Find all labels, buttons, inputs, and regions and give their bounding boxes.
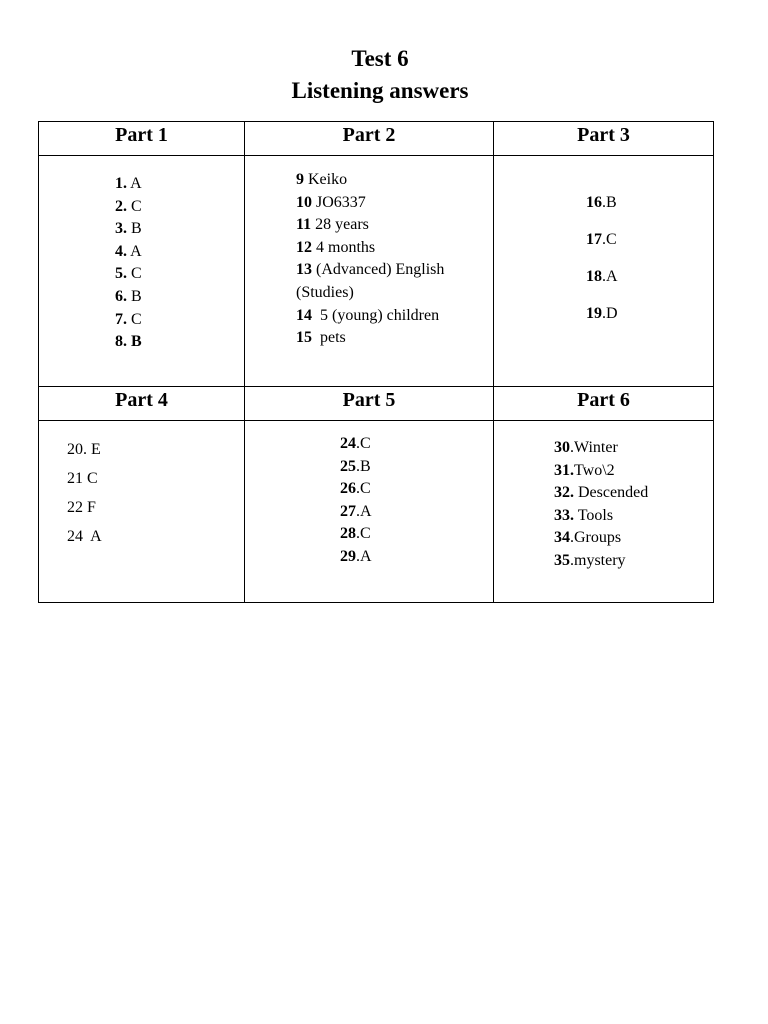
answer-text: 5 (young) children [312, 306, 440, 324]
answer-number: 35 [554, 551, 570, 569]
answer-item [67, 497, 102, 526]
answer-item [296, 259, 486, 304]
answer-number: 1. [115, 175, 127, 192]
answer-item [586, 192, 618, 229]
answer-number: 14 [296, 306, 312, 324]
answer-item [554, 460, 648, 483]
answer-text: B [127, 220, 142, 238]
answer-item [296, 327, 486, 350]
part-4-answers [67, 439, 102, 555]
answer-number: 31. [554, 461, 574, 479]
answer-text: 22 F [67, 499, 96, 516]
answer-item [115, 331, 142, 354]
answer-text: Keiko [304, 171, 348, 188]
part-3-cell [494, 156, 714, 387]
answers-table [38, 121, 714, 603]
answer-item [296, 214, 486, 237]
part-3-answers [586, 192, 618, 340]
part-1-cell [39, 156, 245, 387]
part-2-answers [296, 169, 486, 350]
answer-text: .Groups [570, 529, 622, 547]
answer-text: .B [602, 194, 617, 211]
answer-item [296, 169, 486, 192]
answer-number: 5. [115, 265, 127, 283]
part-5-cell [245, 421, 494, 603]
answer-text: 28 years [311, 216, 369, 234]
answer-item [296, 237, 486, 260]
answer-text: .C [356, 435, 371, 452]
answer-text: Descended [574, 484, 649, 502]
answer-number: 32. [554, 484, 574, 502]
answer-number: 3. [115, 220, 127, 238]
answer-item [115, 218, 142, 241]
answer-text: .A [602, 268, 618, 285]
answer-text: Two\2 [574, 461, 615, 479]
answer-text: pets [312, 329, 346, 347]
part-3-heading: Part 3 [494, 122, 714, 156]
answer-number: 2. [115, 197, 127, 215]
answer-item [554, 550, 648, 573]
answer-text: Tools [574, 506, 614, 524]
answer-number: 15 [296, 329, 312, 347]
answer-text: .Winter [570, 439, 618, 456]
answer-number: 9 [296, 171, 304, 188]
answer-item [296, 305, 486, 328]
answer-number: 11 [296, 216, 312, 234]
answer-item [340, 501, 372, 524]
answer-text: JO6337 [312, 193, 366, 211]
answer-item [586, 266, 618, 303]
answer-item [340, 478, 372, 501]
part-1-answers [115, 173, 142, 354]
answer-text: B [127, 287, 142, 305]
answer-item [586, 303, 618, 340]
header-row-2 [39, 387, 714, 421]
answer-number: 25 [340, 457, 356, 475]
answer-item [296, 192, 486, 215]
answer-number: 29 [340, 547, 356, 565]
part-6-heading: Part 6 [494, 387, 714, 421]
page-title: Test 6 [351, 46, 409, 71]
answer-item [115, 173, 142, 196]
part-4-heading: Part 4 [39, 387, 245, 421]
answer-item [554, 527, 648, 550]
answer-text: .A [356, 547, 372, 565]
answer-item [67, 468, 102, 497]
part-4-cell [39, 421, 245, 603]
part-6-cell [494, 421, 714, 603]
answer-number: 4. [115, 242, 127, 260]
answer-text: .mystery [570, 551, 626, 569]
answer-item [554, 437, 648, 460]
answer-number: 6. [115, 287, 127, 305]
answer-text: 24 A [67, 528, 102, 545]
answer-text: 21 C [67, 470, 98, 487]
answer-item [340, 433, 372, 456]
page-subtitle: Listening answers [291, 78, 469, 103]
answer-number: 17 [586, 231, 602, 248]
answer-text: C [127, 197, 142, 215]
answers-row-2 [39, 421, 714, 603]
answer-item [115, 241, 142, 264]
answer-item [67, 439, 102, 468]
answer-number: 27 [340, 502, 356, 520]
answer-text: C [127, 310, 142, 328]
answer-text: 4 months [312, 238, 376, 256]
answer-item [586, 229, 618, 266]
answer-number: 10 [296, 193, 312, 211]
answer-item [115, 263, 142, 286]
answer-number: 8. B [115, 333, 142, 351]
header-row-1 [39, 122, 714, 156]
part-2-cell [245, 156, 494, 387]
answer-item [67, 526, 102, 555]
part-6-answers [554, 437, 648, 573]
answer-number: 18 [586, 268, 602, 285]
answer-number: 30 [554, 439, 570, 456]
answer-number: 28 [340, 525, 356, 543]
answer-text: .B [356, 457, 371, 475]
answer-item [340, 523, 372, 546]
answer-text: .A [356, 502, 372, 520]
answer-text: .D [602, 305, 618, 322]
answer-text: .C [602, 231, 617, 248]
answer-item [340, 546, 372, 569]
answer-item [340, 456, 372, 479]
answer-number: 7. [115, 310, 127, 328]
answers-row-1 [39, 156, 714, 387]
answer-number: 13 [296, 261, 312, 279]
answer-item [554, 482, 648, 505]
answer-text: .C [356, 525, 371, 543]
answer-number: 19 [586, 305, 602, 322]
answer-item [115, 286, 142, 309]
answer-item [115, 309, 142, 332]
answer-text: A [127, 175, 142, 192]
answer-number: 24 [340, 435, 356, 452]
answer-text: A [127, 242, 142, 260]
answer-text: (Advanced) English (Studies) [296, 261, 449, 301]
answer-text: .C [356, 480, 371, 498]
part-5-answers [340, 433, 372, 569]
answer-number: 12 [296, 238, 312, 256]
answer-item [554, 505, 648, 528]
answer-text: C [127, 265, 142, 283]
answer-text: 20. E [67, 441, 101, 458]
answer-number: 34 [554, 529, 570, 547]
answer-number: 33. [554, 506, 574, 524]
part-1-heading: Part 1 [39, 122, 245, 156]
answer-number: 16 [586, 194, 602, 211]
answer-item [115, 196, 142, 219]
part-2-heading: Part 2 [245, 122, 494, 156]
answer-number: 26 [340, 480, 356, 498]
part-5-heading: Part 5 [245, 387, 494, 421]
